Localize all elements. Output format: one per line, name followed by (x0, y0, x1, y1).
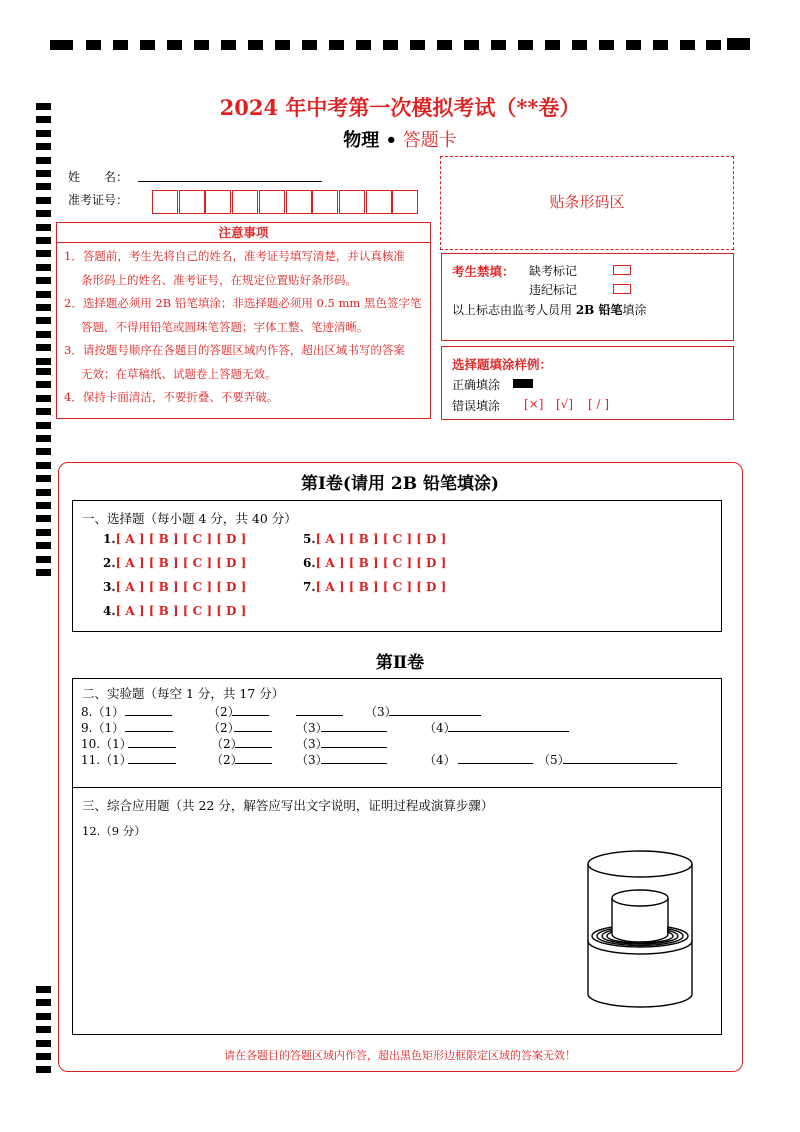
q10-2-label: （2） (211, 737, 243, 751)
correct-fill-sample (513, 379, 533, 388)
choice-question-number: 1. (103, 532, 116, 546)
q10-1-label: 10.（1） (81, 737, 132, 751)
calculation-section-title: 三、综合应用题（共 22 分，解答应写出文字说明，证明过程或演算步骤） (82, 798, 494, 813)
timing-mark (36, 250, 51, 257)
notice-box (56, 222, 431, 419)
choice-options[interactable]: [ A ] [ B ] [ C ] [ D ] (115, 532, 247, 546)
q9-2-blank[interactable] (234, 718, 272, 732)
exam-id-digit-box[interactable] (152, 190, 178, 214)
choice-question-number: 3. (103, 580, 116, 594)
q11-5-label: （5） (538, 753, 570, 767)
barcode-label: 贴条形码区 (549, 193, 625, 211)
part1-title: 第Ⅰ卷(请用 2B 铅笔填涂) (300, 474, 500, 494)
name-label: 姓 名： (68, 170, 129, 184)
timing-mark (36, 358, 51, 365)
calculation-section (72, 787, 722, 1035)
timing-mark (36, 569, 51, 576)
notice-title: 注意事项 (57, 223, 430, 243)
choice-options[interactable]: [ A ] [ B ] [ C ] [ D ] (115, 556, 247, 570)
timing-mark (36, 1066, 51, 1073)
q10-3-blank[interactable] (321, 734, 387, 748)
exam-id-digit-box[interactable] (259, 190, 285, 214)
fill-example-title: 选择题填涂样例： (452, 357, 553, 372)
timing-mark (36, 197, 51, 204)
exam-id-digit-box[interactable] (312, 190, 338, 214)
timing-mark (36, 556, 51, 563)
exam-id-digit-box[interactable] (286, 190, 312, 214)
exam-id-label: 准考证号： (68, 193, 129, 207)
timing-mark (36, 395, 51, 402)
choice-question-5[interactable] (303, 532, 446, 546)
q10-3-label: （3） (296, 737, 328, 751)
name-field[interactable] (138, 166, 322, 182)
answer-card-label: 答题卡 (397, 130, 457, 151)
notice-item-3: 3．请按题号顺序在各题目的答题区域内作答，超出区域书写的答案 (64, 343, 405, 357)
prohibit-note-suffix: 填涂 (622, 303, 647, 317)
barcode-area (440, 156, 734, 250)
timing-mark (36, 170, 51, 177)
choice-question-7[interactable] (303, 580, 446, 594)
q8-2-blank[interactable] (232, 702, 269, 716)
prohibit-box (441, 253, 734, 341)
q8-3-blank[interactable] (389, 702, 481, 716)
timing-mark (36, 183, 51, 190)
correct-fill-label: 正确填涂 (452, 378, 501, 392)
exam-id-digit-box[interactable] (392, 190, 418, 214)
timing-mark (36, 986, 51, 993)
container-diagram (583, 846, 698, 1012)
timing-mark (36, 317, 51, 324)
timing-mark (36, 304, 51, 311)
fill-example-box (441, 346, 734, 420)
q12-answer-space[interactable] (82, 843, 582, 1023)
q11-5-blank[interactable] (563, 750, 677, 764)
prohibit-note-bold: 2B 铅笔 (575, 303, 623, 317)
q11-1-label: 11.（1） (81, 753, 132, 767)
q11-4-blank[interactable] (458, 750, 533, 764)
q8-3-label: （3） (365, 705, 397, 719)
exam-id-digit-box[interactable] (339, 190, 365, 214)
q8-2b-blank[interactable] (296, 702, 343, 716)
choice-question-2[interactable] (103, 556, 246, 570)
q9-4-label: （4） (424, 721, 456, 735)
timing-mark (36, 999, 51, 1006)
wrong-fill-label: 错误填涂 (452, 399, 501, 413)
exam-id-digit-box[interactable] (366, 190, 392, 214)
timing-mark (36, 344, 51, 351)
q10-1-blank[interactable] (128, 734, 176, 748)
wrong-mark-1: [×] (524, 397, 544, 411)
violation-mark[interactable] (613, 284, 631, 294)
choice-question-number: 7. (303, 580, 316, 594)
notice-item-3-cont: 无效；在草稿纸、试题卷上答题无效。 (81, 366, 277, 381)
experiment-section-title: 二、实验题（每空 1 分，共 17 分） (82, 686, 285, 701)
q11-3-blank[interactable] (321, 750, 387, 764)
timing-mark (36, 462, 51, 469)
timing-mark (36, 237, 51, 244)
exam-id-digit-box[interactable] (232, 190, 258, 214)
q9-3-label: （3） (296, 721, 328, 735)
notice-item-4: 4．保持卡面清洁，不要折叠、不要弄破。 (64, 390, 279, 404)
missing-exam-label: 缺考标记 (529, 264, 578, 278)
choice-question-1[interactable] (103, 532, 246, 546)
choice-options[interactable]: [ A ] [ B ] [ C ] [ D ] (315, 580, 447, 594)
prohibit-note-prefix: 以上标志由监考人员用 (452, 303, 576, 317)
q8-1-blank[interactable] (125, 702, 172, 716)
timing-mark (36, 502, 51, 509)
timing-mark (36, 210, 51, 217)
prohibit-note (452, 301, 647, 318)
q12-label: 12.（9 分） (82, 824, 146, 838)
timing-mark (36, 224, 51, 231)
choice-options[interactable]: [ A ] [ B ] [ C ] [ D ] (315, 532, 447, 546)
q11-3-label: （3） (296, 753, 328, 767)
part2-title: 第Ⅱ卷 (375, 653, 425, 673)
timing-mark (36, 422, 51, 429)
subject-label: 物理 • (343, 130, 398, 151)
timing-mark (36, 435, 51, 442)
choice-question-6[interactable] (303, 556, 446, 570)
timing-mark (36, 515, 51, 522)
timing-mark (36, 331, 51, 338)
timing-mark (36, 157, 51, 164)
q11-2-blank[interactable] (235, 750, 272, 764)
q9-2-label: （2） (208, 721, 240, 735)
timing-mark (36, 1013, 51, 1020)
experiment-section (72, 678, 722, 788)
timing-mark (36, 277, 51, 284)
timing-mark (36, 381, 51, 388)
notice-item-2: 2．选择题必须用 2B 铅笔填涂；非选择题必须用 0.5 mm 黑色签字笔 (64, 296, 422, 310)
q8-2-label: （2） (208, 705, 240, 719)
q11-4-label: （4） (424, 753, 456, 767)
q11-2-label: （2） (211, 753, 243, 767)
missing-exam-mark[interactable] (613, 265, 631, 275)
answer-area-warning: 请在各题目的答题区域内作答，超出黑色矩形边框限定区域的答案无效！ (224, 1049, 576, 1062)
q9-4-blank[interactable] (448, 718, 569, 732)
q9-3-blank[interactable] (321, 718, 387, 732)
timing-mark (36, 368, 51, 375)
choice-question-4[interactable] (103, 604, 246, 618)
timing-mark (36, 264, 51, 271)
prohibit-label: 考生禁填： (452, 264, 515, 279)
subject-title (0, 126, 800, 152)
page-title: 2024 年中考第一次模拟考试（**卷） (219, 95, 581, 120)
choice-question-number: 5. (303, 532, 316, 546)
q9-1-label: 9.（1） (81, 721, 125, 735)
choice-section-title: 一、选择题（每小题 4 分，共 40 分） (82, 511, 297, 526)
timing-mark (36, 408, 51, 415)
q10-2-blank[interactable] (235, 734, 272, 748)
timing-mark (36, 1026, 51, 1033)
choice-question-number: 4. (103, 604, 116, 618)
notice-item-2-cont: 答题，不得用铅笔或圆珠笔答题；字体工整、笔迹清晰。 (81, 319, 369, 334)
choice-options[interactable]: [ A ] [ B ] [ C ] [ D ] (115, 604, 247, 618)
notice-item-1-cont: 条形码上的姓名、准考证号，在规定位置贴好条形码。 (81, 272, 357, 287)
timing-mark (36, 529, 51, 536)
timing-mark (36, 448, 51, 455)
timing-mark (36, 291, 51, 298)
exam-id-digit-box[interactable] (179, 190, 205, 214)
timing-mark (36, 542, 51, 549)
wrong-mark-2: [√] (556, 397, 574, 411)
wrong-mark-3: [ / ] (588, 397, 610, 411)
exam-id-digit-box[interactable] (205, 190, 231, 214)
timing-mark (36, 1040, 51, 1047)
q8-1-label: 8.（1） (81, 705, 125, 719)
q11-1-blank[interactable] (128, 750, 176, 764)
violation-label: 违纪标记 (529, 283, 578, 297)
q9-1-blank[interactable] (125, 718, 173, 732)
choice-question-number: 6. (303, 556, 316, 570)
choice-question-number: 2. (103, 556, 116, 570)
choice-question-3[interactable] (103, 580, 246, 594)
notice-item-1: 1．答题前，考生先将自己的姓名，准考证号填写清楚，并认真核准 (64, 249, 405, 263)
choice-options[interactable]: [ A ] [ B ] [ C ] [ D ] (315, 556, 447, 570)
choice-options[interactable]: [ A ] [ B ] [ C ] [ D ] (115, 580, 247, 594)
